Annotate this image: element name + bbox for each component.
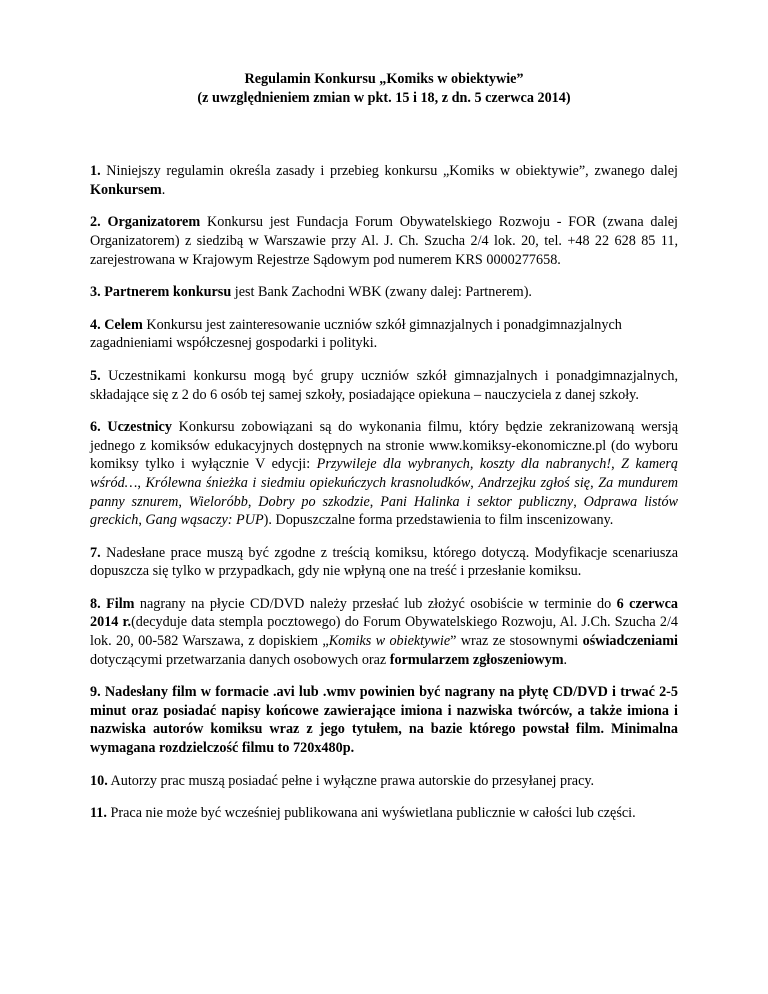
- paragraph-number: 10.: [90, 772, 108, 789]
- paragraph-text: .: [563, 651, 568, 668]
- paragraph-text: nagrany na płycie CD/DVD należy przesłać lub złożyć osobiście w terminie do: [134, 595, 617, 612]
- paragraph-number: 8.: [90, 595, 107, 612]
- comic-title: Dobry po szkodzie: [258, 493, 370, 510]
- bold-term: Uczestnicy: [107, 419, 172, 436]
- paragraph-number: 4.: [90, 316, 105, 333]
- separator: ,: [178, 493, 189, 510]
- paragraph-4: [90, 316, 678, 353]
- title-line-2: (z uwzględnieniem zmian w pkt. 15 i 18, z dn. 5 czerwca 2014): [197, 89, 571, 106]
- bold-term: Konkursem: [90, 181, 162, 198]
- paragraph-8: [90, 595, 678, 669]
- paragraph-number: 3.: [90, 284, 105, 301]
- separator: ,: [369, 493, 381, 510]
- comic-title: Przywileje dla wybranych, koszty dla nabranych!: [316, 456, 612, 473]
- paragraph-text: ” wraz ze stosownymi: [450, 633, 583, 650]
- bold-term: formularzem zgłoszeniowym: [389, 651, 564, 668]
- bold-term: Organizatorem: [107, 214, 201, 231]
- paragraph-1: [90, 162, 678, 199]
- document-title: [90, 70, 678, 107]
- comic-title: Z kamerą wśród…: [90, 456, 679, 491]
- paragraph-6: [90, 418, 678, 530]
- comic-title: Andrzejku zgłoś się: [478, 474, 591, 491]
- paragraph-text: Konkursu jest Fundacja Forum Obywatelskiego Rozwoju - FOR (zwana dalej Organizatorem) z siedzibą w Warszawie przy Al. J. Ch. Szucha 2/4 lok. 20, tel. +48 22 628 85 11, zarejestrowana w Krajowym Rejestrze Sądowym pod numerem KRS 0000277658.: [90, 214, 678, 268]
- paragraph-text: Uczestnikami konkursu mogą być grupy uczniów szkół gimnazjalnych i ponadgimnazjalnych, składające się z 2 do 6 osób tej samej szkoły, posiadające opiekuna – nauczyciela z danej szkoły.: [90, 367, 678, 403]
- paragraph-number: 6.: [90, 419, 108, 436]
- comic-title: Wieloróbb: [188, 493, 248, 510]
- paragraph-text: (decyduje data stempla pocztowego) do Forum Obywatelskiego Rozwoju, Al. J.Ch. Szucha 2/4 lok. 20, 00-582 Warszawa, z dopiskiem „: [90, 614, 678, 650]
- comic-title: Gang wąsaczy: PUP: [145, 512, 264, 529]
- paragraph-text: Nadesłane prace muszą być zgodne z treścią komiksu, którego dotyczą. Modyfikacje scenariusza dopuszcza się tylko w przypadkach, gdy nie wpłyną one na treść i przesłanie komiksu.: [90, 544, 678, 580]
- paragraph-text: jest Bank Zachodni WBK (zwany dalej: Partnerem).: [231, 284, 532, 301]
- bold-term: Celem: [104, 316, 143, 333]
- title-line-1: Regulamin Konkursu „Komiks w obiektywie”: [244, 71, 524, 87]
- separator: ,: [137, 474, 146, 491]
- paragraph-9: 9. Nadesłany film w formacie .avi lub .wmv powinien być nagrany na płytę CD/DVD i trwać 2-5 minut oraz posiadać napisy końcowe zawierające imiona i nazwiska twórców, a także imiona i nazwiska autorów komiksu wraz z jego tytułem, na bazie którego powstał film. Minimalna wymagana rozdzielczość filmu to 720x480p.: [90, 684, 678, 757]
- separator: ,: [611, 456, 622, 473]
- paragraph-number: 2.: [90, 214, 108, 231]
- paragraph-3: [90, 283, 678, 302]
- paragraph-2: [90, 213, 678, 269]
- paragraph-5: [90, 367, 678, 404]
- paragraph-text: .: [161, 181, 166, 198]
- paragraph-text: dotyczącymi przetwarzania danych osobowych oraz: [90, 651, 390, 668]
- separator: ,: [573, 493, 584, 510]
- separator: ,: [590, 474, 599, 491]
- paragraph-text: ). Dopuszczalne forma przedstawienia to film inscenizowany.: [263, 512, 614, 529]
- bold-term: Partnerem konkursu: [104, 284, 232, 301]
- paragraph-10: [90, 772, 678, 791]
- deadline-date: 6 czerwca 2014 r.: [90, 595, 678, 631]
- comic-title: Królewna śnieżka i siedmiu opiekuńczych krasnoludków: [145, 474, 471, 491]
- paragraph-number: 5.: [90, 367, 101, 384]
- paragraph-number: 7.: [90, 544, 101, 561]
- paragraph-11: [90, 804, 678, 823]
- comic-title: Pani Halinka i sektor publiczny: [380, 493, 574, 510]
- separator: ,: [138, 512, 146, 529]
- paragraph-7: [90, 544, 678, 581]
- paragraph-text: Konkursu zobowiązani są do wykonania filmu, który będzie zekranizowaną wersją jednego z komiksów edukacyjnych dostępnych na stronie www.komiksy-ekonomiczne.pl (do wyboru komiksy tylko i wyłącznie V edycji:: [90, 419, 678, 473]
- separator: ,: [470, 474, 479, 491]
- bold-term: Film: [106, 595, 135, 612]
- paragraph-text: Autorzy prac muszą posiadać pełne i wyłączne prawa autorskie do przesyłanej pracy.: [107, 772, 595, 789]
- paragraph-number: 1.: [90, 163, 101, 180]
- paragraph-text: Konkursu jest zainteresowanie uczniów szkół gimnazjalnych i ponadgimnazjalnych zagadnieniami współczesnej gospodarki i polityki.: [90, 316, 622, 352]
- paragraph-text: Praca nie może być wcześniej publikowana ani wyświetlana publicznie w całości lub części.: [106, 805, 636, 822]
- separator: ,: [247, 493, 259, 510]
- comic-title: Odprawa listów greckich: [90, 493, 679, 529]
- contest-name: Komiks w obiektywie: [328, 633, 451, 650]
- bold-term: oświadczeniami: [582, 633, 678, 650]
- paragraph-text: Niniejszy regulamin określa zasady i przebieg konkursu „Komiks w obiektywie”, zwanego dalej: [100, 163, 678, 180]
- comic-title: Za mundurem panny sznurem: [90, 474, 679, 510]
- paragraph-number: 11.: [90, 805, 107, 822]
